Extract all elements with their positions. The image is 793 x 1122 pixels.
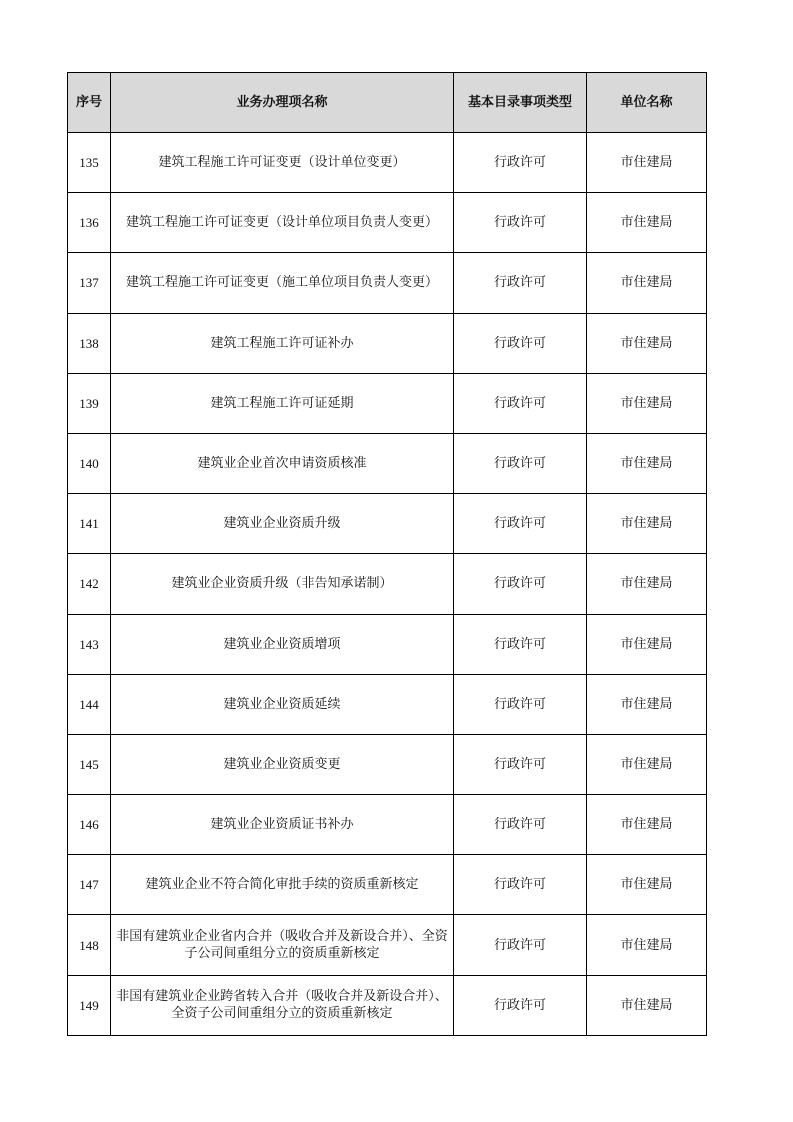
table-row	[68, 674, 707, 734]
cell-item-type: 行政许可	[454, 433, 587, 493]
cell-unit-name: 市住建局	[587, 193, 707, 253]
cell-item-name: 建筑工程施工许可证变更（施工单位项目负责人变更）	[111, 253, 454, 313]
cell-item-name: 建筑业企业资质延续	[111, 674, 454, 734]
cell-serial-number: 139	[68, 373, 111, 433]
header-item-type: 基本目录事项类型	[454, 73, 587, 133]
cell-serial-number: 136	[68, 193, 111, 253]
table-row	[68, 373, 707, 433]
cell-item-name: 建筑工程施工许可证补办	[111, 313, 454, 373]
cell-item-type: 行政许可	[454, 915, 587, 975]
cell-item-type: 行政许可	[454, 494, 587, 554]
table-row	[68, 494, 707, 554]
cell-serial-number: 137	[68, 253, 111, 313]
cell-serial-number: 138	[68, 313, 111, 373]
cell-item-name: 建筑工程施工许可证延期	[111, 373, 454, 433]
cell-item-type: 行政许可	[454, 734, 587, 794]
cell-serial-number: 140	[68, 433, 111, 493]
cell-item-type: 行政许可	[454, 373, 587, 433]
cell-serial-number: 148	[68, 915, 111, 975]
cell-item-name: 建筑工程施工许可证变更（设计单位变更）	[111, 133, 454, 193]
cell-item-name: 建筑工程施工许可证变更（设计单位项目负责人变更）	[111, 193, 454, 253]
table-row	[68, 133, 707, 193]
cell-unit-name: 市住建局	[587, 674, 707, 734]
cell-unit-name: 市住建局	[587, 373, 707, 433]
cell-item-type: 行政许可	[454, 554, 587, 614]
table-row	[68, 614, 707, 674]
cell-serial-number: 146	[68, 795, 111, 855]
cell-serial-number: 142	[68, 554, 111, 614]
cell-item-type: 行政许可	[454, 253, 587, 313]
cell-unit-name: 市住建局	[587, 433, 707, 493]
cell-serial-number: 147	[68, 855, 111, 915]
cell-item-name: 建筑业企业不符合简化审批手续的资质重新核定	[111, 855, 454, 915]
header-item-name: 业务办理项名称	[111, 73, 454, 133]
table-row	[68, 975, 707, 1035]
cell-unit-name: 市住建局	[587, 734, 707, 794]
cell-item-name: 建筑业企业资质证书补办	[111, 795, 454, 855]
cell-unit-name: 市住建局	[587, 795, 707, 855]
cell-unit-name: 市住建局	[587, 614, 707, 674]
table-row	[68, 193, 707, 253]
cell-unit-name: 市住建局	[587, 554, 707, 614]
service-items-table	[67, 72, 707, 1036]
table-row	[68, 795, 707, 855]
table-row	[68, 433, 707, 493]
cell-unit-name: 市住建局	[587, 253, 707, 313]
cell-unit-name: 市住建局	[587, 975, 707, 1035]
cell-unit-name: 市住建局	[587, 133, 707, 193]
cell-serial-number: 149	[68, 975, 111, 1035]
cell-item-name: 建筑业企业资质增项	[111, 614, 454, 674]
cell-unit-name: 市住建局	[587, 313, 707, 373]
cell-serial-number: 144	[68, 674, 111, 734]
cell-item-type: 行政许可	[454, 855, 587, 915]
table-row	[68, 734, 707, 794]
cell-item-name: 非国有建筑业企业省内合并（吸收合并及新设合并）、全资子公司间重组分立的资质重新核定	[111, 915, 454, 975]
cell-item-name: 建筑业企业资质变更	[111, 734, 454, 794]
cell-item-type: 行政许可	[454, 674, 587, 734]
cell-serial-number: 143	[68, 614, 111, 674]
cell-item-name: 建筑业企业资质升级	[111, 494, 454, 554]
cell-serial-number: 135	[68, 133, 111, 193]
header-unit-name: 单位名称	[587, 73, 707, 133]
cell-serial-number: 145	[68, 734, 111, 794]
cell-item-type: 行政许可	[454, 795, 587, 855]
cell-item-type: 行政许可	[454, 975, 587, 1035]
cell-item-type: 行政许可	[454, 313, 587, 373]
cell-item-name: 非国有建筑业企业跨省转入合并（吸收合并及新设合并）、全资子公司间重组分立的资质重新核定	[111, 975, 454, 1035]
cell-item-name: 建筑业企业资质升级（非告知承诺制）	[111, 554, 454, 614]
cell-item-name: 建筑业企业首次申请资质核准	[111, 433, 454, 493]
table-row	[68, 313, 707, 373]
cell-item-type: 行政许可	[454, 614, 587, 674]
cell-item-type: 行政许可	[454, 193, 587, 253]
table-row	[68, 855, 707, 915]
table-header-row	[68, 73, 707, 133]
cell-unit-name: 市住建局	[587, 915, 707, 975]
cell-item-type: 行政许可	[454, 133, 587, 193]
table-row	[68, 554, 707, 614]
table-row	[68, 915, 707, 975]
header-serial-number: 序号	[68, 73, 111, 133]
cell-unit-name: 市住建局	[587, 855, 707, 915]
cell-serial-number: 141	[68, 494, 111, 554]
cell-unit-name: 市住建局	[587, 494, 707, 554]
table-row	[68, 253, 707, 313]
